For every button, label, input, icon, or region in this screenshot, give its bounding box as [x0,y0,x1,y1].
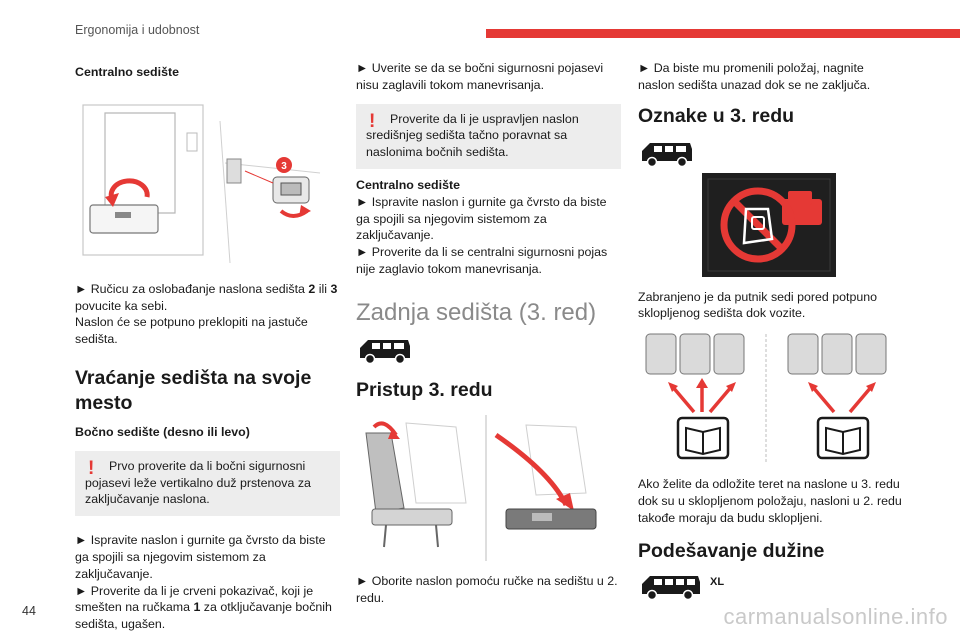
xl-variant-row [638,572,903,602]
warning-icon: ! [369,110,376,132]
page-number: 44 [22,604,36,618]
no-sitting-warning-sign [702,173,836,277]
paragraph-no-passenger: Zabranjeno je da putnik sedi pored potpuno sklopljenog sedišta dok vozite. [638,289,878,321]
van-icon [356,336,414,366]
center-seat-fold-illustration [75,93,325,269]
access-row3-illustration [356,413,611,563]
column-1 [75,56,340,633]
column-3 [638,56,903,602]
step-check-indicator: ► Proverite da li je crveni pokazivač, koji je smešten na ručkama 1 za otključavanje bočnih sedišta, ugašen. [75,583,332,632]
step-fold-backrest: ► Oborite naslon pomoću ručke na sedištu u 2. redu. [356,573,618,605]
chapter-title-rear-seats: Zadnja sedišta (3. red) [356,298,597,326]
subheading-side-seat: Bočno sedište (desno ili levo) [75,424,250,439]
step-check-center-belt: ► Proverite da li se centralni sigurnosni pojas nije zaglavio tokom manevrisanja. [356,245,608,276]
section-title-access-row3: Pristup 3. redu [356,378,493,401]
subheading-center-seat: Centralno sedište [356,177,460,192]
watermark: carmanualsonline.info [723,604,948,629]
header-accent-bar [486,29,960,38]
callout-number-3: 3 [281,160,287,172]
header-title: Ergonomija i udobnost [75,23,200,37]
step-straighten-backrest: ► Ispravite naslon i gurnite ga čvrsto da biste ga spojili sa njegovim sistemom za zaključavanje. [75,533,326,581]
warning-icon: ! [88,457,95,479]
column-2 [356,56,621,606]
manual-book-icon [818,418,868,458]
van-icon [638,139,696,169]
van-xl-icon [638,572,704,602]
warning-box-center-backrest: ! Proverite da li je uspravljen naslon središnjeg sedišta tačno poravnat sa naslonima bočnih sedišta. [356,104,621,169]
section-title-row3-markings: Oznake u 3. redu [638,104,795,127]
manual-book-icon [678,418,728,458]
warning-box-side-belts: ! Prvo proverite da li bočni sigurnosni pojasevi leže vertikalno duž prstenova za zaključavanje naslona. [75,451,340,516]
step-tilt-backrest: ► Da biste mu promenili položaj, nagnite naslon sedišta unazad dok se ne zaključa. [638,61,871,92]
step-straighten-center: ► Ispravite naslon i gurnite ga čvrsto da biste ga spojili sa njegovim sistemom za zaključavanje. [356,194,607,243]
subheading-centralno-sediste: Centralno sedište [75,65,179,79]
seat-load-diagram [638,332,893,466]
section-title-return-seats: Vraćanje sedišta na svoje mesto [75,366,312,414]
step-check-belts: ► Uverite se da se bočni sigurnosni pojasevi nisu zaglavili tokom manevrisanja. [356,61,604,92]
section-title-length-adjust: Podešavanje dužine [638,539,825,562]
xl-label: XL [710,575,725,588]
step-release-handle: ► Ručicu za oslobađanje naslona sedišta 2 ili 3 povucite ka sebi. Naslon će se potpuno preklopiti na jastuče sedišta. [75,281,338,347]
paragraph-load-cargo: Ako želite da odložite teret na naslone u 3. redu dok su u sklopljenom položaju, nasloni u 2. redu takođe moraju da budu sklopljeni. [638,477,902,525]
